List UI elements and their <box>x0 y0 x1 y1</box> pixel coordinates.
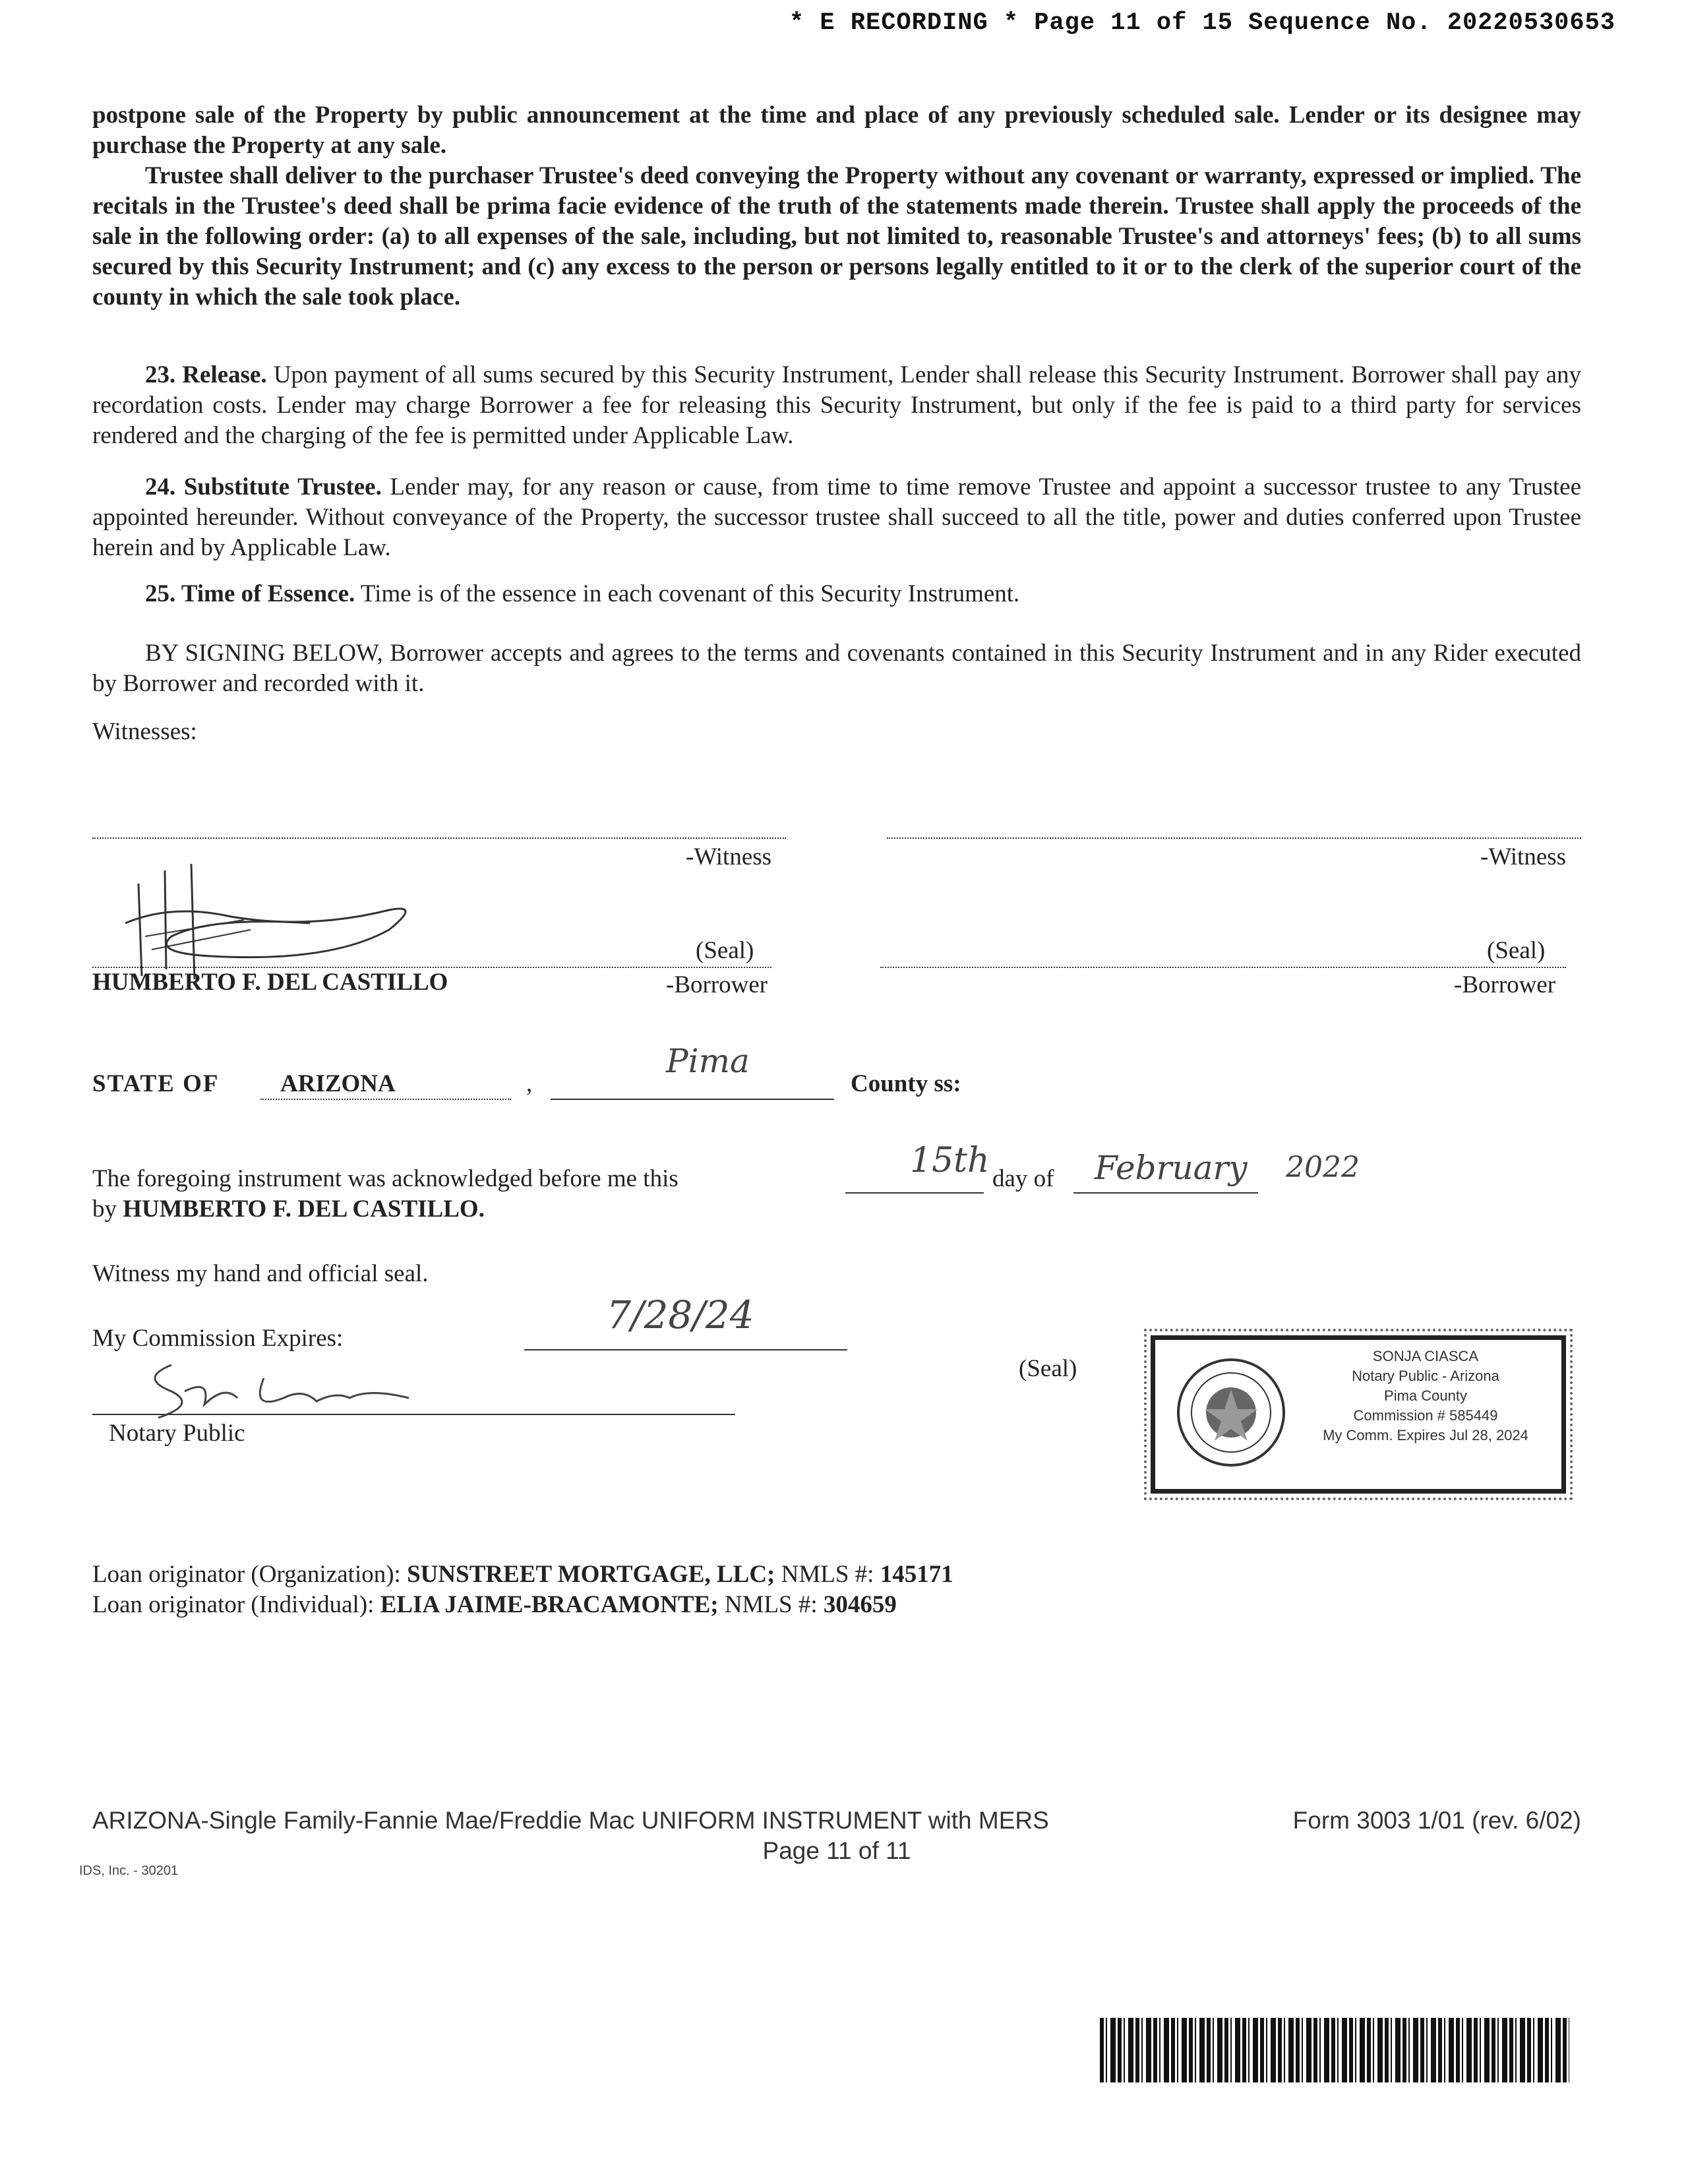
year-handwritten: 2022 <box>1286 1151 1360 1184</box>
notary-stamp <box>1151 1335 1566 1494</box>
borrower-signature <box>112 857 422 983</box>
stamp-title: Notary Public - Arizona <box>1352 1368 1499 1384</box>
borrower-label-right: -Borrower <box>1454 971 1556 998</box>
coborrower-signature-line <box>880 967 1566 968</box>
form-title: ARIZONA-Single Family-Fannie Mae/Freddie Mac UNIFORM INSTRUMENT with MERS <box>92 1807 1049 1834</box>
county-label: County ss: <box>851 1070 961 1097</box>
coborrower-seal-label: (Seal) <box>1487 937 1546 964</box>
originator-org-label: Loan originator (Organization): <box>92 1561 401 1588</box>
body-continuation <box>92 100 1581 313</box>
vendor-code: IDS, Inc. - 30201 <box>79 1864 179 1878</box>
signing-text: BY SIGNING BELOW, Borrower accepts and agrees to the terms and covenants contained in this Security Instrument and in any Rider executed by Borrower and recorded with it. <box>92 640 1581 697</box>
stamp-expires: My Comm. Expires Jul 28, 2024 <box>1323 1427 1528 1443</box>
witness-line-right <box>887 837 1581 839</box>
originator-organization <box>92 1560 953 1589</box>
section-25 <box>92 579 1581 609</box>
section-25-text: Time is of the essence in each covenant of this Security Instrument. <box>360 580 1020 607</box>
witnesses-label: Witnesses: <box>92 718 197 745</box>
stamp-county: Pima County <box>1384 1387 1467 1404</box>
stamp-name: SONJA CIASCA <box>1372 1348 1479 1364</box>
paragraph-postpone-sale: postpone sale of the Property by public announcement at the time and place of any previously scheduled sale. Lender or its designee may purchase the Property at any sale. <box>92 102 1581 159</box>
originator-org-nmls-label: NMLS #: <box>781 1561 874 1588</box>
section-23 <box>92 360 1581 451</box>
originator-org-value: SUNSTREET MORTGAGE, LLC; <box>407 1561 775 1588</box>
section-24 <box>92 472 1581 563</box>
state-comma: , <box>526 1070 533 1097</box>
originator-individual <box>92 1591 897 1619</box>
section-23-text: Upon payment of all sums secured by this Security Instrument, Lender shall release this Security Instrument. Borrower shall pay any recordation costs. Lender may charge Borrower a fee for releasing this Security Instrument, but only if the fee is paid to a third party for services rendered and the charging of the fee is permitted under Applicable Law. <box>92 361 1581 449</box>
state-value: ARIZONA <box>280 1070 396 1097</box>
month-handwritten: February <box>1095 1149 1248 1187</box>
notary-public-label: Notary Public <box>109 1420 245 1447</box>
witness-line-left <box>92 837 786 839</box>
state-of-label: STATE OF <box>92 1070 220 1097</box>
form-page-number: Page 11 of 11 <box>762 1837 911 1864</box>
borrower-name: HUMBERTO F. DEL CASTILLO <box>92 969 448 996</box>
borrower-seal-label: (Seal) <box>696 937 754 964</box>
commission-handwritten: 7/28/24 <box>607 1292 754 1337</box>
acknowledgment-by-label: by <box>92 1196 117 1223</box>
notary-seal-label: (Seal) <box>1019 1355 1077 1382</box>
section-24-heading: 24. Substitute Trustee. <box>145 473 382 501</box>
originator-ind-label: Loan originator (Individual): <box>92 1591 375 1618</box>
day-line <box>845 1192 984 1194</box>
originator-ind-nmls: 304659 <box>823 1591 897 1618</box>
commission-line <box>524 1349 847 1350</box>
stamp-commission: Commission # 585449 <box>1353 1407 1498 1424</box>
borrower-label-left: -Borrower <box>666 971 768 998</box>
county-handwritten: Pima <box>666 1042 750 1080</box>
state-line <box>260 1099 511 1100</box>
month-line <box>1073 1192 1258 1194</box>
witness-hand-text: Witness my hand and official seal. <box>92 1260 429 1287</box>
section-24-text: Lender may, for any reason or cause, from time to time remove Trustee and appoint a successor trustee to any Trustee appointed hereunder. Without conveyance of the Property, the successor trustee shall succeed to all the title, power and duties conferred upon Trustee herein and by Applicable Law. <box>92 473 1581 561</box>
signing-statement <box>92 638 1581 699</box>
notary-seal-emblem-icon <box>1175 1356 1287 1469</box>
commission-expires-label: My Commission Expires: <box>92 1325 344 1352</box>
day-of-label: day of <box>992 1165 1054 1192</box>
county-line <box>551 1099 834 1100</box>
form-number: Form 3003 1/01 (rev. 6/02) <box>1292 1807 1581 1834</box>
witness-label-right: -Witness <box>1480 843 1567 870</box>
section-23-heading: 23. Release. <box>145 361 267 388</box>
originator-ind-nmls-label: NMLS #: <box>724 1591 818 1618</box>
acknowledgment-text: The foregoing instrument was acknowledged before me this <box>92 1165 678 1192</box>
paragraph-trustee-deed: Trustee shall deliver to the purchaser Trustee's deed conveying the Property without any covenant or warranty, expressed or implied. The recitals in the Trustee's deed shall be prima facie evidence of the truth of the statements made therein. Trustee shall apply the proceeds of the sale in the following order: (a) to all expenses of the sale, including, but not limited to, reasonable Trustee's and attorneys' fees; (b) to all sums secured by this Security Instrument; and (c) any excess to the person or persons legally entitled to it or to the clerk of the superior court of the county in which the sale took place. <box>92 162 1581 311</box>
section-25-heading: 25. Time of Essence. <box>145 580 355 607</box>
acknowledgment-by-name: HUMBERTO F. DEL CASTILLO. <box>123 1196 485 1223</box>
notary-signature-line <box>92 1414 735 1415</box>
day-handwritten: 15th <box>910 1141 990 1180</box>
barcode-icon <box>1100 2018 1569 2082</box>
recording-stamp: * E RECORDING * Page 11 of 15 Sequence No. 20220530653 <box>789 9 1615 37</box>
witness-label-left: -Witness <box>686 843 772 870</box>
originator-org-nmls: 145171 <box>880 1561 953 1588</box>
originator-ind-value: ELIA JAIME-BRACAMONTE; <box>380 1591 719 1618</box>
